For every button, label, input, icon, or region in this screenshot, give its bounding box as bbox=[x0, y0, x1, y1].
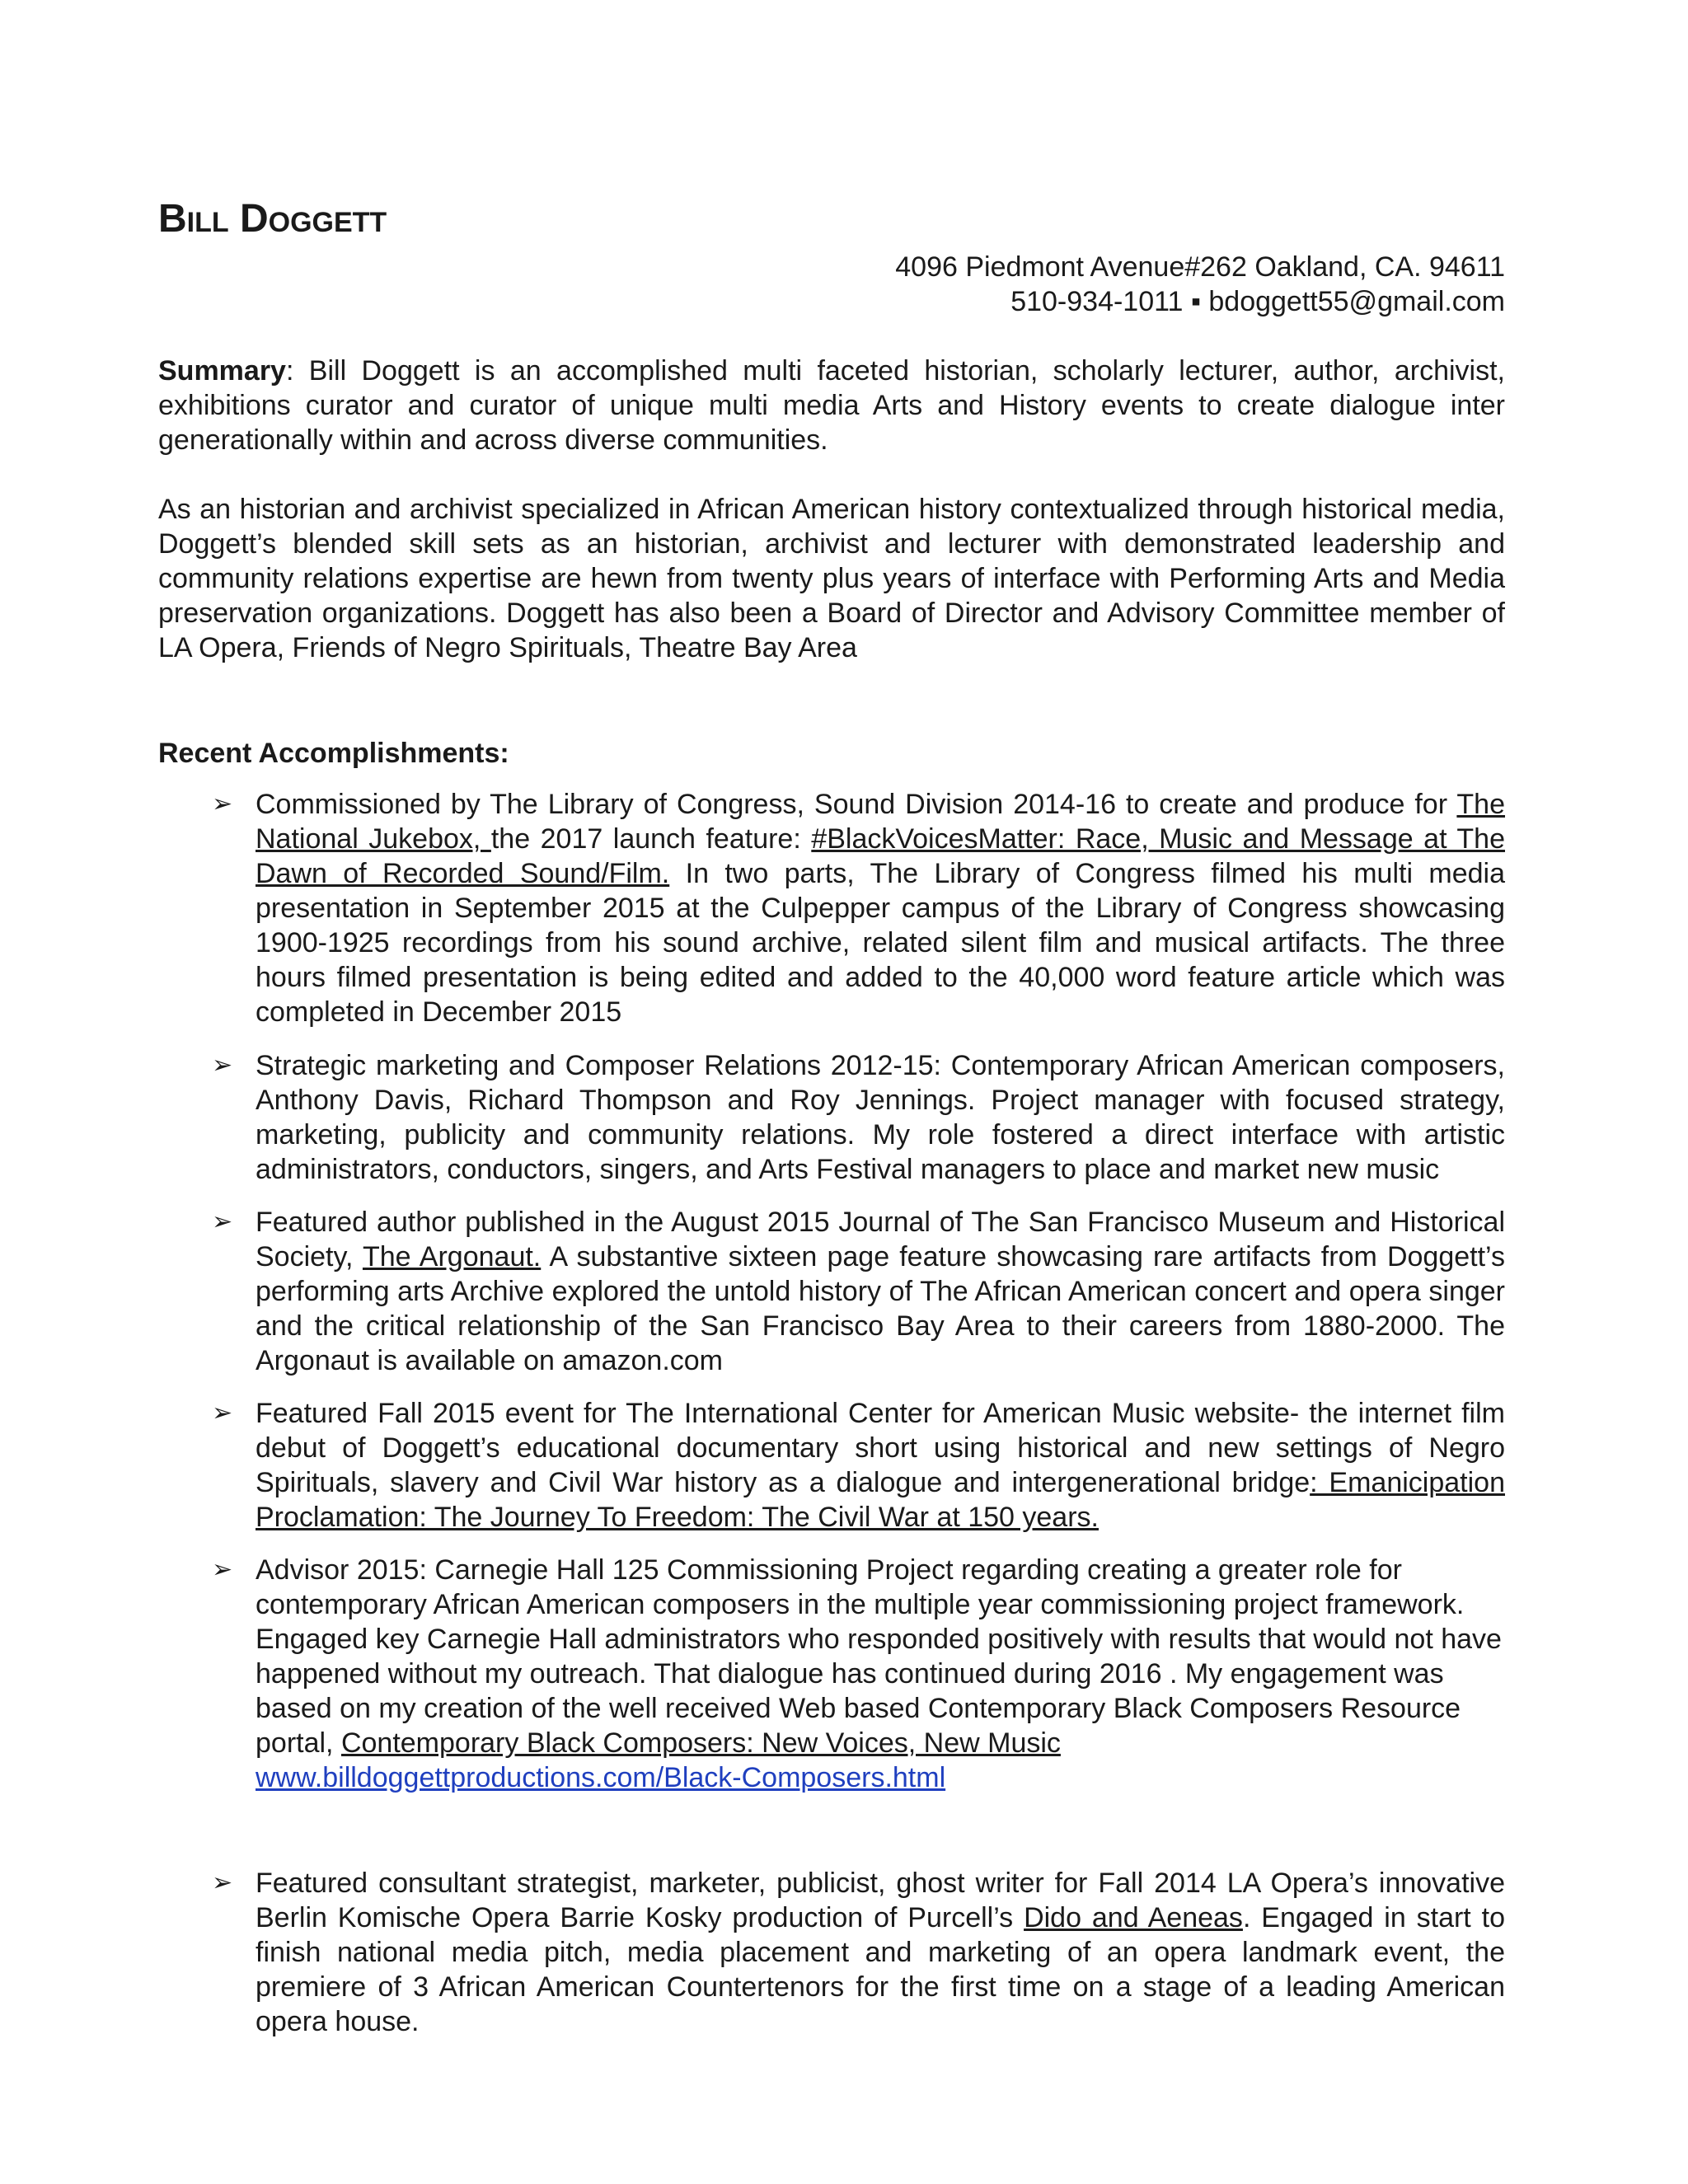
arrow-bullet-icon: ➢ bbox=[212, 790, 233, 818]
black-composers-url-link[interactable]: www.billdoggettproductions.com/Black-Composers.html bbox=[256, 1762, 946, 1793]
item-text: Advisor 2015: Carnegie Hall 125 Commissioning Project regarding creating a greater role for contemporary African American composers in the multiple year commissioning project framework. Engaged key Carnegie Hall administrators who responded positively with results that would not have happened without my outreach. That dialogue has continued during 2016 . My engagement was based on my creation of the well received Web based Contemporary Black Composers Resource portal, bbox=[256, 1554, 1502, 1759]
item-text: A substantive sixteen page feature showcasing rare artifacts from Doggett’s performing arts Archive explored the untold history of The African American concert and opera singer and the critical relationship of the San Francisco Bay Area to their careers from 1880-2000. The Argonaut is available on amazon.com bbox=[256, 1241, 1505, 1376]
accomplishments-heading: Recent Accomplishments: bbox=[158, 738, 509, 769]
item-text: . Engaged in start to finish national media pitch, media placement and marketing of an opera landmark event, the premiere of 3 African American Countertenors for the first time on a stage of a leading American opera house. bbox=[256, 1902, 1505, 2037]
phone-number: 510-934-1011 bbox=[1010, 286, 1184, 317]
black-composers-title-link[interactable]: Contemporary Black Composers: New Voices, New Music bbox=[340, 1727, 1061, 1759]
arrow-bullet-icon: ➢ bbox=[212, 1399, 233, 1427]
separator-bullet-icon: ▪ bbox=[1190, 286, 1201, 317]
list-item-text: Strategic marketing and Composer Relations 2012-15: Contemporary African American composers, Anthony Davis, Richard Thompson and Roy Jennings. Project manager with focused strategy, marketing, publicity and community relations. My role fostered a direct interface with artistic administrators, conductors, singers, and Arts Festival managers to place and market new music bbox=[256, 1050, 1505, 1185]
national-jukebox-link[interactable]: The National Jukebox, bbox=[256, 789, 1505, 855]
arrow-bullet-icon: ➢ bbox=[212, 1208, 233, 1235]
argonaut-link[interactable]: The Argonaut. bbox=[362, 1241, 542, 1272]
summary-paragraph bbox=[158, 354, 1505, 457]
arrow-bullet-icon: ➢ bbox=[212, 1556, 233, 1583]
item-text: Commissioned by The Library of Congress, Sound Division 2014-16 to create and produce for bbox=[256, 789, 1457, 820]
email-address[interactable]: bdoggett55@gmail.com bbox=[1208, 286, 1505, 317]
item-text: In two parts, The Library of Congress filmed his multi media presentation in September 2015 at the Culpepper campus of the Library of Congress showcasing 1900-1925 recordings from his sound archive, related silent film and musical artifacts. The three hours filmed presentation is being edited and added to the 40,000 word feature article which was completed in December 2015 bbox=[256, 858, 1505, 1028]
item-text: Featured consultant strategist, marketer, publicist, ghost writer for Fall 2014 LA Opera’s innovative Berlin Komische Opera Barrie Kosky production of Purcell’s bbox=[256, 1868, 1505, 1933]
item-text: Featured author published in the August 2015 Journal of The San Francisco Museum and Historical Society, bbox=[256, 1207, 1505, 1272]
summary-label: Summary bbox=[158, 355, 286, 387]
about-paragraph: As an historian and archivist specialized in African American history contextualized through historical media, Doggett’s blended skill sets as an historian, archivist and lecturer with demonstrated leadership and community relations expertise are hewn from twenty plus years of interface with Performing Arts and Media preservation organizations. Doggett has also been a Board of Director and Advisory Committee member of LA Opera, Friends of Negro Spirituals, Theatre Bay Area bbox=[158, 494, 1505, 663]
contact-block bbox=[895, 250, 1505, 319]
item-text: Featured Fall 2015 event for The International Center for American Music website- the internet film debut of Doggett’s educational documentary short using historical and new settings of Negro Spirituals, slavery and Civil War history as a dialogue and intergenerational bridge bbox=[256, 1398, 1505, 1498]
arrow-bullet-icon: ➢ bbox=[212, 1869, 233, 1896]
resume-name: Bill Doggett bbox=[158, 197, 387, 241]
dido-and-aeneas-link[interactable]: Dido and Aeneas bbox=[1024, 1902, 1243, 1933]
list-item-text bbox=[256, 1396, 1505, 1535]
black-voices-matter-link[interactable]: #BlackVoicesMatter: Race, Music and Message at The Dawn of Recorded Sound/Film. bbox=[256, 823, 1505, 889]
arrow-bullet-icon: ➢ bbox=[212, 1052, 233, 1079]
summary-text: : Bill Doggett is an accomplished multi faceted historian, scholarly lecturer, author, archivist, exhibitions curator and curator of unique multi media Arts and History events to create dialogue inter generationally within and across diverse communities. bbox=[158, 355, 1505, 456]
emancipation-proclamation-link[interactable]: : Emanicipation Proclamation: The Journey To Freedom: The Civil War at 150 years. bbox=[256, 1467, 1505, 1533]
address-line: 4096 Piedmont Avenue#262 Oakland, CA. 94611 bbox=[895, 251, 1505, 283]
item-text: the 2017 launch feature: bbox=[490, 823, 812, 855]
list-item-text bbox=[256, 1205, 1505, 1378]
list-item-text bbox=[256, 1866, 1505, 2039]
phone-email-line bbox=[895, 284, 1505, 319]
list-item-text bbox=[256, 787, 1505, 1029]
list-item-text bbox=[256, 1553, 1505, 1795]
